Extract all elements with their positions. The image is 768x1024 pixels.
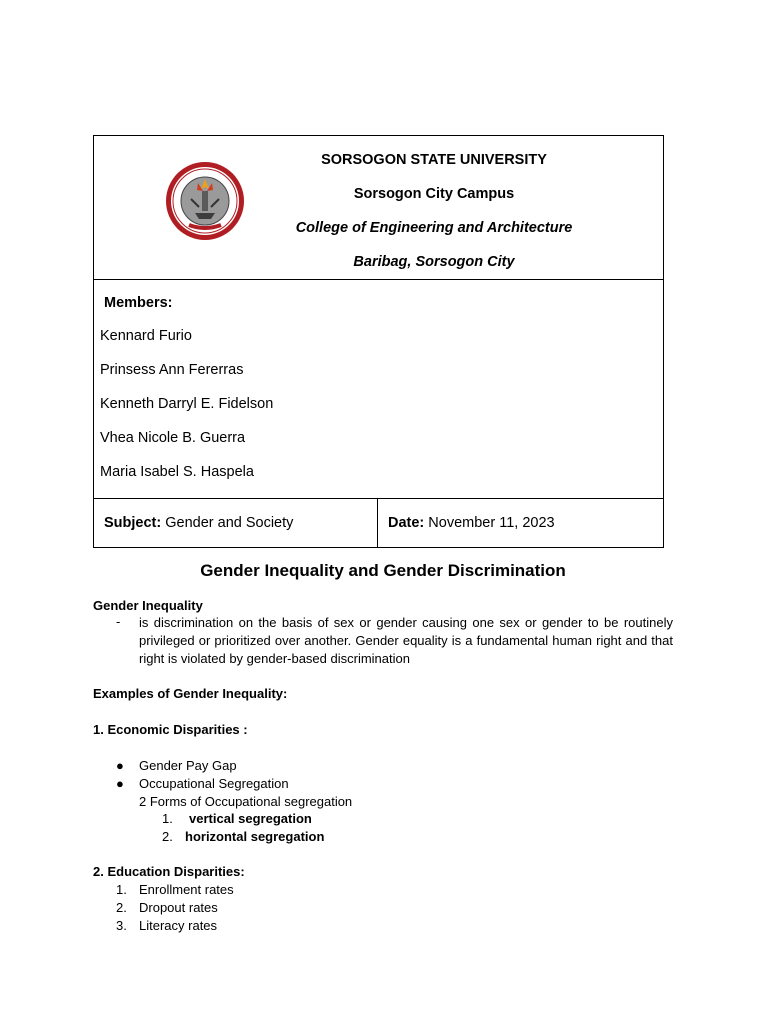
subject-value: Gender and Society — [165, 515, 294, 531]
list-item: Dropout rates — [139, 900, 218, 915]
university-header-row — [94, 136, 663, 280]
member-name: Kennard Furio — [100, 328, 192, 344]
member-name: Kenneth Darryl E. Fidelson — [100, 396, 274, 412]
list-item: Literacy rates — [139, 918, 218, 933]
campus-name: Sorsogon City Campus — [353, 186, 515, 202]
list-number: 1. — [116, 882, 127, 897]
list-item: vertical segregation — [189, 811, 312, 826]
definition-paragraph: is discrimination on the basis of sex or gender causing one sex or gender to be routinely privileged or prioritized over another. Gender equality is a fundamental human right and that right is violated by gender-based discrimination — [139, 615, 673, 666]
forms-label: 2 Forms of Occupational segregation — [139, 794, 353, 809]
subject-date-row — [94, 499, 663, 547]
header-table — [93, 135, 664, 548]
definition-heading: Gender Inequality — [93, 598, 203, 613]
bullet-icon: ● — [116, 758, 124, 773]
education-heading: 2. Education Disparities: — [93, 864, 245, 879]
bullet-icon: ● — [116, 776, 124, 791]
subject-label: Subject: — [104, 515, 162, 531]
list-number: 3. — [116, 918, 127, 933]
member-name: Vhea Nicole B. Guerra — [100, 430, 246, 446]
economic-heading: 1. Economic Disparities : — [93, 722, 248, 737]
subject-cell — [94, 499, 378, 547]
list-item: Gender Pay Gap — [139, 758, 237, 773]
list-item: horizontal segregation — [185, 829, 325, 844]
member-name: Prinsess Ann Fererras — [100, 362, 244, 378]
campus-location: Baribag, Sorsogon City — [353, 254, 515, 270]
list-item: Enrollment rates — [139, 882, 234, 897]
list-number: 1. — [162, 811, 173, 826]
examples-heading: Examples of Gender Inequality: — [93, 686, 288, 701]
date-label: Date: — [388, 515, 425, 531]
university-name: SORSOGON STATE UNIVERSITY — [321, 152, 547, 168]
document-title: Gender Inequality and Gender Discrimination — [200, 561, 566, 580]
university-info — [274, 136, 594, 279]
college-name: College of Engineering and Architecture — [295, 220, 573, 236]
member-name: Maria Isabel S. Haspela — [100, 464, 254, 480]
list-number: 2. — [162, 829, 173, 844]
date-value: November 11, 2023 — [428, 515, 555, 531]
members-row — [94, 280, 663, 499]
university-seal-logo — [165, 161, 245, 241]
members-label: Members: — [104, 295, 173, 311]
dash-marker: - — [116, 614, 121, 629]
list-number: 2. — [116, 900, 127, 915]
date-cell — [378, 499, 663, 547]
list-item: Occupational Segregation — [139, 776, 289, 791]
